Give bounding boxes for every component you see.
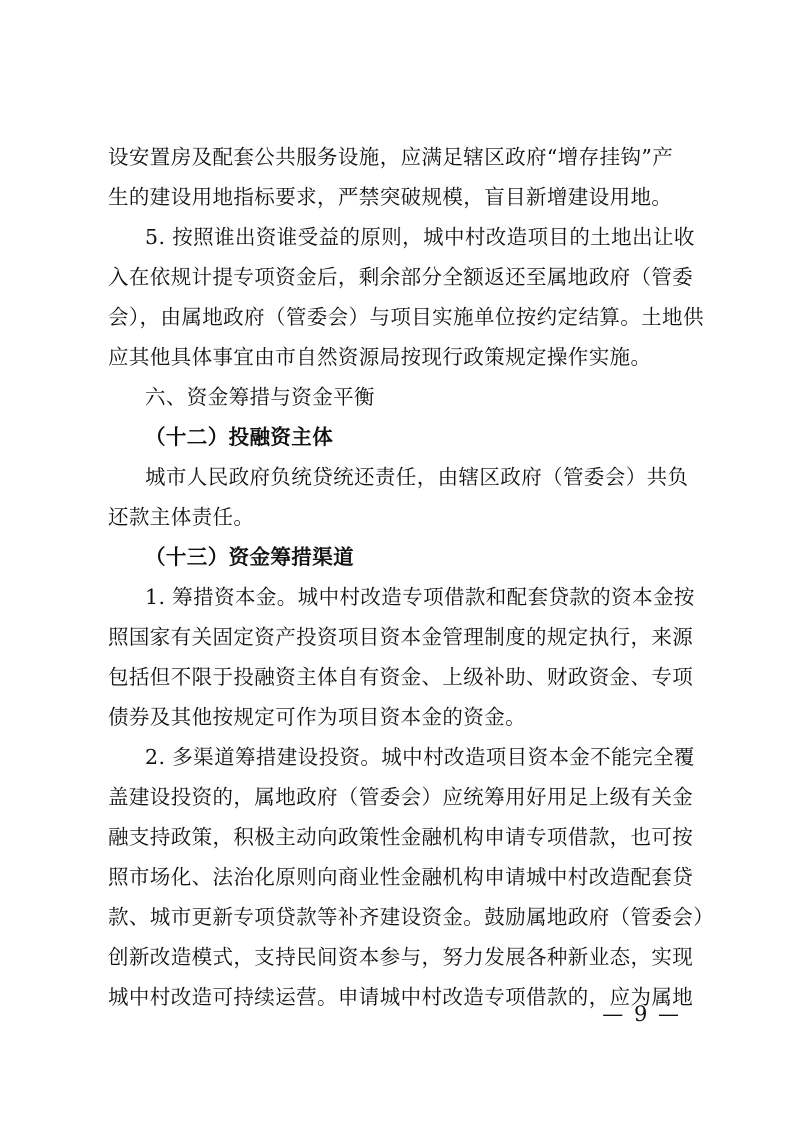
body-text-line: 创新改造模式，支持民间资本参与，努力发展各种新业态，实现 [108,945,694,969]
body-text-line: 还款主体责任。 [108,505,255,529]
section-heading-6: 六、资金筹措与资金平衡 [145,385,375,409]
body-text-line: 城中村改造可持续运营。申请城中村改造专项借款的，应为属地 [108,985,694,1009]
page-number: — 9 — [602,1002,681,1026]
body-text-line: 应其他具体事宜由市自然资源局按现行政策规定操作实施。 [108,345,652,369]
list-item-2: 2. 多渠道筹措建设投资。城中村改造项目资本金不能完全覆 [145,745,695,769]
body-text-line: 包括但不限于投融资主体自有资金、上级补助、财政资金、专项 [108,665,694,689]
body-text-line: 照市场化、法治化原则向商业性金融机构申请城中村改造配套贷 [108,865,694,889]
body-text-line: 照国家有关固定资产投资项目资本金管理制度的规定执行，来源 [108,625,694,649]
body-text-line: 生的建设用地指标要求，严禁突破规模，盲目新增建设用地。 [108,185,673,209]
body-text-line: 入在依规计提专项资金后，剩余部分全额返还至属地政府（管委 [108,265,694,289]
body-text-line: 债券及其他按规定可作为项目资本金的资金。 [108,705,526,729]
list-item-1: 1. 筹措资本金。城中村改造专项借款和配套贷款的资本金按 [145,585,695,609]
body-text-line: 款、城市更新专项贷款等补齐建设资金。鼓励属地政府（管委会） [108,905,715,929]
body-text-line: 融支持政策，积极主动向政策性金融机构申请专项借款，也可按 [108,825,694,849]
subsection-heading-13: （十三）资金筹措渠道 [145,545,354,569]
list-item-5: 5. 按照谁出资谁受益的原则，城中村改造项目的土地出让收 [145,225,695,249]
subsection-heading-12: （十二）投融资主体 [145,425,334,449]
body-text-line: 城市人民政府负统贷统还责任，由辖区政府（管委会）共负 [145,465,689,489]
body-text-line: 设安置房及配套公共服务设施，应满足辖区政府“增存挂钩”产 [108,145,674,169]
body-text-line: 会），由属地政府（管委会）与项目实施单位按约定结算。土地供 [108,305,704,329]
body-text-line: 盖建设投资的，属地政府（管委会）应统筹用好用足上级有关金 [108,785,694,809]
